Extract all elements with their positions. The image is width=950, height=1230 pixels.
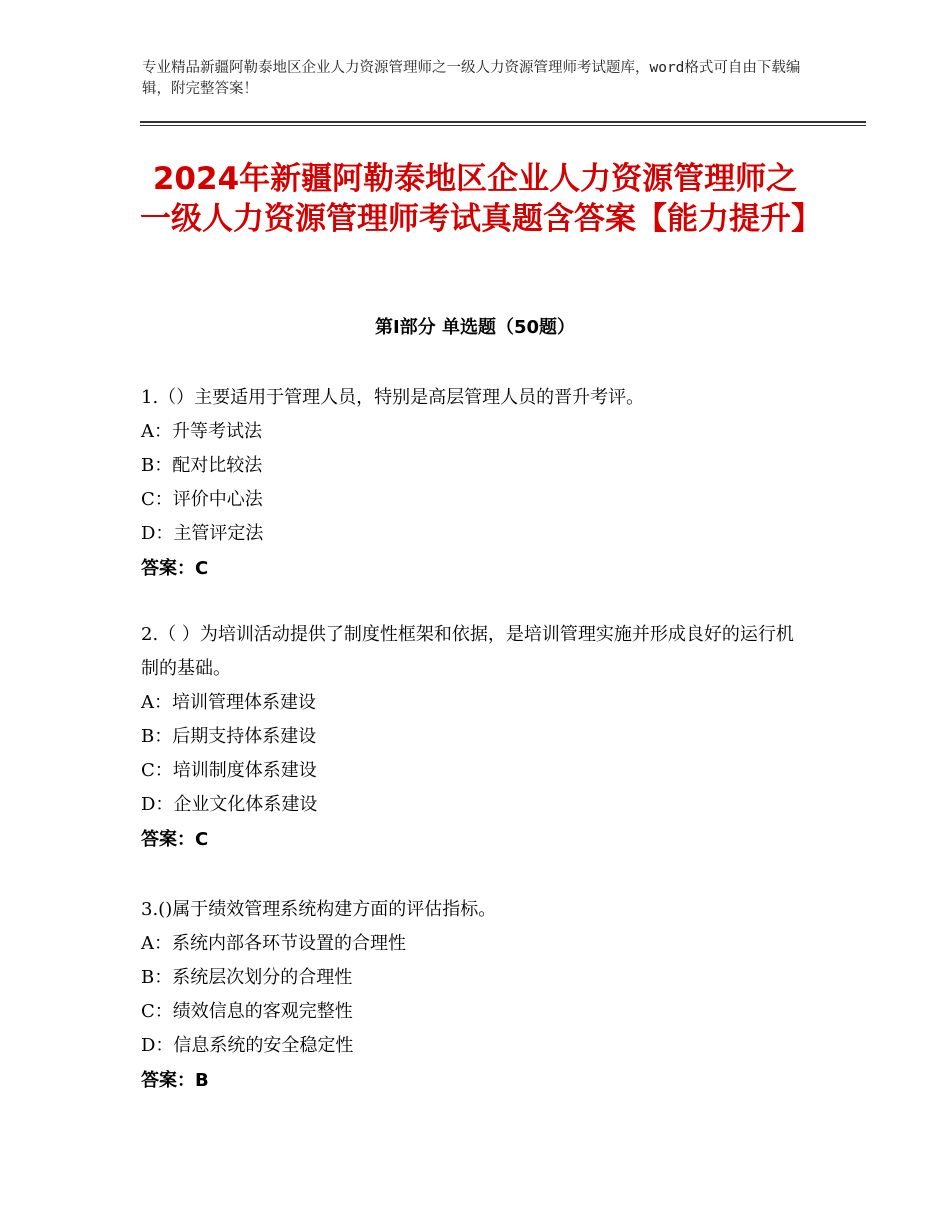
option-b: B：系统层次划分的合理性 <box>141 967 353 988</box>
answer: 答案：B <box>141 1070 209 1091</box>
document-title: 2024年新疆阿勒泰地区企业人力资源管理师之一级人力资源管理师考试真题含答案【能力提升】 <box>140 161 822 237</box>
option-c: C：绩效信息的客观完整性 <box>141 1001 353 1022</box>
answer: 答案：C <box>141 558 209 579</box>
section-heading: 第Ⅰ部分 单选题（50题） <box>374 317 575 338</box>
question-2 <box>141 618 811 858</box>
option-c: C：培训制度体系建设 <box>141 760 317 781</box>
header-note: 专业精品新疆阿勒泰地区企业人力资源管理师之一级人力资源管理师考试题库，word格式可自由下载编辑，附完整答案！ <box>142 60 801 97</box>
header-divider-thin <box>140 125 866 126</box>
option-d: D：企业文化体系建设 <box>141 794 318 815</box>
question-3 <box>141 893 811 1099</box>
option-b: B：后期支持体系建设 <box>141 726 317 747</box>
option-d: D：信息系统的安全稳定性 <box>141 1035 354 1056</box>
option-a: A：系统内部各环节设置的合理性 <box>141 933 406 954</box>
header-divider-thick <box>140 121 866 123</box>
option-c: C：评价中心法 <box>141 489 263 510</box>
option-a: A：培训管理体系建设 <box>141 692 316 713</box>
question-1 <box>141 381 811 587</box>
question-stem: 1.（）主要适用于管理人员，特别是高层管理人员的晋升考评。 <box>141 387 645 408</box>
option-d: D：主管评定法 <box>141 523 264 544</box>
option-a: A：升等考试法 <box>141 421 262 442</box>
answer: 答案：C <box>141 829 209 850</box>
question-stem: 2.（ ）为培训活动提供了制度性框架和依据，是培训管理实施并形成良好的运行机制的基础。 <box>141 624 794 679</box>
question-stem: 3.()属于绩效管理系统构建方面的评估指标。 <box>141 899 497 920</box>
option-b: B：配对比较法 <box>141 455 263 476</box>
